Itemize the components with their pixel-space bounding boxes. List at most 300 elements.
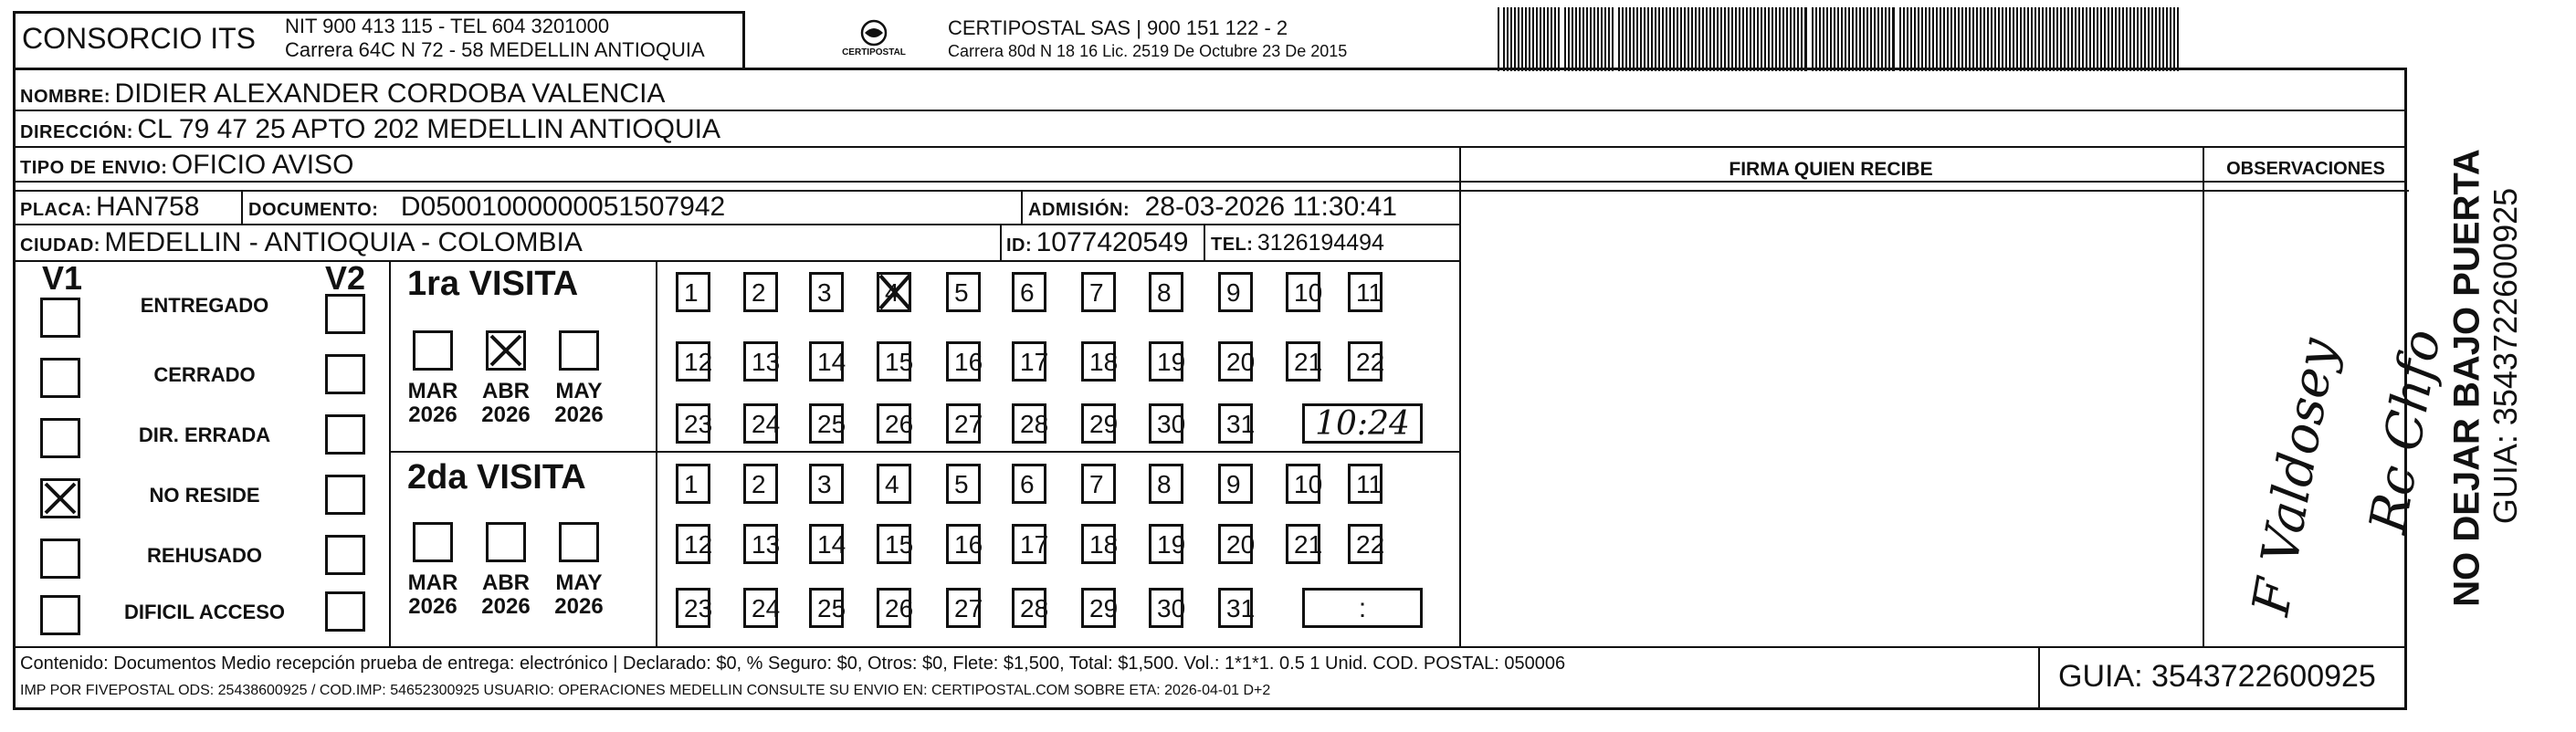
tipo-value: OFICIO AVISO <box>171 150 354 180</box>
day-box[interactable]: 17 <box>1012 524 1046 564</box>
month-checkbox[interactable] <box>413 330 453 371</box>
admision-label: ADMISIÓN: <box>1028 200 1130 220</box>
observacion-handwritten-1: F Valdosey <box>2241 334 2349 620</box>
barcode-bar <box>1518 7 1519 71</box>
barcode-bar <box>1666 7 1667 71</box>
barcode-bar <box>2173 7 2175 71</box>
day-box[interactable]: 14 <box>809 341 844 382</box>
barcode-bar <box>1564 7 1566 71</box>
v1-checkbox[interactable] <box>40 595 80 635</box>
barcode-bar <box>1925 7 1927 71</box>
barcode-bar <box>2119 7 2120 71</box>
id-field <box>1006 227 1188 258</box>
barcode-bar <box>1593 7 1595 71</box>
barcode-bar <box>1521 7 1523 71</box>
year-label: 2026 <box>554 403 604 427</box>
barcode-bar <box>2031 7 2033 71</box>
barcode-bar <box>2100 7 2102 71</box>
barcode-bar <box>1525 7 1527 71</box>
barcode-bar <box>2038 7 2040 71</box>
barcode-bar <box>1735 7 1737 71</box>
barcode-bar <box>1742 7 1744 71</box>
barcode-bar <box>1554 7 1556 71</box>
barcode-bar <box>1786 7 1788 71</box>
placa-value: HAN758 <box>96 192 200 222</box>
visit1-title: 1ra VISITA <box>407 265 579 303</box>
barcode-bar <box>1940 7 1941 71</box>
barcode-bar <box>1936 7 1938 71</box>
barcode-bar <box>2133 7 2135 71</box>
day-box[interactable]: 4 <box>877 464 911 504</box>
day-box[interactable]: 27 <box>946 588 981 628</box>
certipostal-address: Carrera 80d N 18 16 Lic. 2519 De Octubre 23 De 2015 <box>948 42 1348 60</box>
barcode-bar <box>1503 7 1505 71</box>
barcode-bar <box>1739 7 1740 71</box>
barcode-bar <box>1498 7 1499 71</box>
v2-label: V2 <box>325 259 366 297</box>
day-box[interactable]: 15 <box>877 341 911 382</box>
barcode-bar <box>1529 7 1530 71</box>
barcode-bar <box>2067 7 2069 71</box>
day-box[interactable]: 26 <box>877 588 911 628</box>
direccion-value: CL 79 47 25 APTO 202 MEDELLIN ANTIOQUIA <box>137 114 720 144</box>
observacion-handwritten-2: Rc Chfo <box>2358 325 2453 538</box>
barcode-bar <box>1826 7 1828 71</box>
v1-checkbox[interactable] <box>40 539 80 579</box>
barcode-bar <box>1859 7 1861 71</box>
barcode-bar <box>1507 7 1509 71</box>
placa-label: PLACA: <box>20 200 92 220</box>
barcode-bar <box>2111 7 2113 71</box>
day-box[interactable]: 10 <box>1286 272 1320 312</box>
barcode-bar <box>1572 7 1573 71</box>
day-box[interactable]: 22 <box>1348 524 1383 564</box>
day-box[interactable]: 16 <box>946 524 981 564</box>
barcode-bar <box>1731 7 1733 71</box>
barcode-bar <box>2009 7 2011 71</box>
day-box[interactable]: 7 <box>1081 272 1116 312</box>
day-box[interactable]: 3 <box>809 464 844 504</box>
day-box[interactable]: 8 <box>1149 272 1183 312</box>
barcode-bar <box>1750 7 1751 71</box>
barcode-bar <box>1547 7 1549 71</box>
barcode <box>1498 7 2182 71</box>
day-box[interactable]: 13 <box>743 341 778 382</box>
day-box[interactable]: 5 <box>946 464 981 504</box>
barcode-bar <box>2097 7 2098 71</box>
id-label: ID: <box>1006 235 1033 256</box>
barcode-bar <box>1932 7 1934 71</box>
day-box[interactable]: 31 <box>1218 588 1253 628</box>
visit-time-field[interactable]: 10:24 <box>1302 403 1423 444</box>
documento-label: DOCUMENTO: <box>248 200 379 220</box>
v1-label: V1 <box>42 259 83 297</box>
barcode-bar <box>1914 7 1916 71</box>
status-option-label: NO RESIDE <box>149 484 260 507</box>
barcode-bar <box>2035 7 2036 71</box>
month-checkbox[interactable] <box>486 522 526 562</box>
barcode-bar <box>2056 7 2058 71</box>
footer-guia: GUIA: 3543722600925 <box>2058 659 2376 694</box>
barcode-bar <box>2162 7 2164 71</box>
barcode-bar <box>1695 7 1697 71</box>
barcode-bar <box>1903 7 1905 71</box>
day-box[interactable]: 19 <box>1149 524 1183 564</box>
id-value: 1077420549 <box>1036 227 1189 257</box>
barcode-bar <box>1980 7 1982 71</box>
barcode-bar <box>1558 7 1560 71</box>
barcode-bar <box>2049 7 2051 71</box>
barcode-bar <box>1706 7 1708 71</box>
v2-checkbox[interactable] <box>325 535 365 575</box>
day-box[interactable]: 29 <box>1081 403 1116 444</box>
barcode-bar <box>2002 7 2003 71</box>
barcode-bar <box>1845 7 1846 71</box>
day-box[interactable]: 1 <box>676 272 710 312</box>
nombre-value: DIDIER ALEXANDER CORDOBA VALENCIA <box>114 78 666 109</box>
barcode-bar <box>1698 7 1700 71</box>
day-box[interactable]: 28 <box>1012 588 1046 628</box>
barcode-bar <box>2108 7 2109 71</box>
day-box[interactable]: 24 <box>743 588 778 628</box>
barcode-bar <box>1644 7 1645 71</box>
barcode-bar <box>2129 7 2131 71</box>
v2-checkbox[interactable] <box>325 414 365 455</box>
barcode-bar <box>1629 7 1631 71</box>
barcode-bar <box>1866 7 1868 71</box>
certipostal-info: CERTIPOSTAL SAS | 900 151 122 - 2 <box>948 16 1288 39</box>
year-label: 2026 <box>481 403 531 427</box>
barcode-bar <box>1568 7 1570 71</box>
barcode-bar <box>1812 7 1814 71</box>
v2-checkbox[interactable] <box>325 294 365 334</box>
barcode-bar <box>2016 7 2018 71</box>
barcode-bar <box>1779 7 1781 71</box>
year-label: 2026 <box>408 594 457 619</box>
barcode-bar <box>1575 7 1577 71</box>
barcode-bar <box>1772 7 1773 71</box>
barcode-bar <box>1510 7 1512 71</box>
barcode-bar <box>2005 7 2007 71</box>
barcode-bar <box>2155 7 2157 71</box>
barcode-bar <box>1514 7 1516 71</box>
day-box[interactable]: 23 <box>676 403 710 444</box>
barcode-bar <box>1658 7 1660 71</box>
day-box[interactable]: 9 <box>1218 464 1253 504</box>
tipo-row <box>20 150 353 181</box>
day-box[interactable]: 21 <box>1286 341 1320 382</box>
barcode-bar <box>2013 7 2014 71</box>
v1-checkbox[interactable] <box>40 358 80 398</box>
barcode-bar <box>1983 7 1985 71</box>
barcode-bar <box>2086 7 2087 71</box>
certipostal-logo-text: CERTIPOSTAL <box>842 47 906 58</box>
barcode-bar <box>1540 7 1541 71</box>
day-box[interactable]: 20 <box>1218 524 1253 564</box>
day-box[interactable]: 2 <box>743 464 778 504</box>
barcode-bar <box>1669 7 1671 71</box>
v2-checkbox[interactable] <box>325 354 365 394</box>
day-box[interactable]: 31 <box>1218 403 1253 444</box>
barcode-bar <box>1976 7 1978 71</box>
barcode-bar <box>1601 7 1603 71</box>
barcode-bar <box>1586 7 1588 71</box>
barcode-bar <box>1958 7 1960 71</box>
day-box[interactable]: 8 <box>1149 464 1183 504</box>
day-box[interactable]: 1 <box>676 464 710 504</box>
barcode-bar <box>1746 7 1748 71</box>
month-label: MAR <box>407 379 458 403</box>
barcode-bar <box>1969 7 1971 71</box>
day-box[interactable]: 11 <box>1348 464 1383 504</box>
month-checkbox[interactable] <box>486 330 526 371</box>
barcode-bar <box>1998 7 2000 71</box>
day-box[interactable]: 27 <box>946 403 981 444</box>
barcode-bar <box>2064 7 2066 71</box>
barcode-bar <box>1852 7 1854 71</box>
documento-field <box>248 192 725 223</box>
barcode-bar <box>2024 7 2025 71</box>
barcode-bar <box>1720 7 1722 71</box>
admision-field <box>1028 192 1397 223</box>
company-name: CONSORCIO ITS <box>22 22 257 55</box>
barcode-bar <box>2093 7 2095 71</box>
status-option-label: CERRADO <box>153 363 256 386</box>
barcode-bar <box>1837 7 1839 71</box>
visit-time-field[interactable]: : <box>1302 588 1423 628</box>
placa-field <box>20 192 199 223</box>
barcode-bar <box>1994 7 1996 71</box>
side-warning: NO DEJAR BAJO PUERTA <box>2446 149 2487 607</box>
barcode-bar <box>1881 7 1883 71</box>
day-box[interactable]: 30 <box>1149 403 1183 444</box>
barcode-bar <box>2159 7 2161 71</box>
barcode-bar <box>1768 7 1770 71</box>
barcode-bar <box>1680 7 1682 71</box>
day-box[interactable]: 7 <box>1081 464 1116 504</box>
month-label: MAY <box>555 570 603 595</box>
footer-imp: IMP POR FIVEPOSTAL ODS: 25438600925 / COD.IMP: 54652300925 USUARIO: OPERACIONES MEDELLIN CONSULTE SU ENVIO EN: CERTIPOSTAL.COM SOBRE ETA: 2026-04-01 D+2 <box>20 683 1271 698</box>
barcode-bar <box>1815 7 1817 71</box>
day-box[interactable]: 4 <box>877 272 911 312</box>
barcode-bar <box>1877 7 1879 71</box>
company-nit: NIT 900 413 115 - TEL 604 3201000 <box>285 15 610 37</box>
day-box[interactable]: 2 <box>743 272 778 312</box>
barcode-bar <box>1709 7 1711 71</box>
day-box[interactable]: 6 <box>1012 464 1046 504</box>
footer-contenido: Contenido: Documentos Medio recepción prueba de entrega: electrónico | Declarado: $0, % Seguro: $0, Otros: $0, Flete: $1,500, Total: $1,500. Vol.: 1*1*1. 0.5 1 Unid. COD. POSTAL: 050006 <box>20 654 1566 674</box>
barcode-bar <box>1947 7 1949 71</box>
barcode-bar <box>1830 7 1832 71</box>
year-label: 2026 <box>481 594 531 619</box>
day-box[interactable]: 25 <box>809 588 844 628</box>
month-checkbox[interactable] <box>559 522 599 562</box>
barcode-bar <box>2166 7 2168 71</box>
nombre-label: NOMBRE: <box>20 87 111 107</box>
barcode-bar <box>1804 7 1807 71</box>
nombre-row <box>20 78 665 110</box>
month-label: MAR <box>407 570 458 595</box>
day-box[interactable]: 21 <box>1286 524 1320 564</box>
barcode-bar <box>1775 7 1777 71</box>
day-box[interactable]: 22 <box>1348 341 1383 382</box>
barcode-bar <box>1834 7 1835 71</box>
documento-value: D05001000000051507942 <box>400 192 726 222</box>
barcode-bar <box>2104 7 2106 71</box>
barcode-bar <box>2115 7 2117 71</box>
barcode-bar <box>1972 7 1974 71</box>
certipostal-logo <box>833 16 915 64</box>
barcode-bar <box>2177 7 2179 71</box>
barcode-bar <box>1987 7 1989 71</box>
day-box[interactable]: 20 <box>1218 341 1253 382</box>
day-box[interactable]: 18 <box>1081 341 1116 382</box>
day-box[interactable]: 16 <box>946 341 981 382</box>
barcode-bar <box>1782 7 1784 71</box>
barcode-bar <box>1790 7 1792 71</box>
barcode-bar <box>2027 7 2029 71</box>
day-box[interactable]: 26 <box>877 403 911 444</box>
day-box[interactable]: 6 <box>1012 272 1046 312</box>
month-checkbox[interactable] <box>559 330 599 371</box>
v2-checkbox[interactable] <box>325 475 365 515</box>
day-box[interactable]: 13 <box>743 524 778 564</box>
day-box[interactable]: 18 <box>1081 524 1116 564</box>
firma-header: FIRMA QUIEN RECIBE <box>1729 159 1933 180</box>
year-label: 2026 <box>554 594 604 619</box>
month-label: MAY <box>555 379 603 403</box>
barcode-bar <box>1899 7 1901 71</box>
direccion-label: DIRECCIÓN: <box>20 122 133 142</box>
day-box[interactable]: 23 <box>676 588 710 628</box>
barcode-bar <box>1724 7 1726 71</box>
v1-checkbox[interactable] <box>40 418 80 458</box>
day-check-mark <box>878 274 911 315</box>
barcode-bar <box>2151 7 2153 71</box>
barcode-bar <box>1950 7 1952 71</box>
barcode-bar <box>2148 7 2150 71</box>
barcode-bar <box>1536 7 1538 71</box>
barcode-bar <box>1929 7 1930 71</box>
direccion-row <box>20 114 720 145</box>
barcode-bar <box>1579 7 1581 71</box>
barcode-bar <box>1848 7 1850 71</box>
barcode-bar <box>1870 7 1872 71</box>
day-box[interactable]: 30 <box>1149 588 1183 628</box>
barcode-bar <box>1532 7 1534 71</box>
day-box[interactable]: 9 <box>1218 272 1253 312</box>
barcode-bar <box>2140 7 2142 71</box>
barcode-bar <box>2071 7 2073 71</box>
barcode-bar <box>1640 7 1642 71</box>
barcode-bar <box>1590 7 1592 71</box>
barcode-bar <box>1604 7 1606 71</box>
barcode-bar <box>1761 7 1762 71</box>
barcode-bar <box>1618 7 1620 71</box>
day-box[interactable]: 11 <box>1348 272 1383 312</box>
day-box[interactable]: 15 <box>877 524 911 564</box>
month-label: ABR <box>482 379 530 403</box>
v1-checkbox[interactable] <box>40 478 80 518</box>
status-option-label: DIR. ERRADA <box>138 424 271 446</box>
barcode-bar <box>1764 7 1766 71</box>
barcode-bar <box>2170 7 2171 71</box>
barcode-bar <box>1655 7 1656 71</box>
day-box[interactable]: 17 <box>1012 341 1046 382</box>
barcode-bar <box>1888 7 1890 71</box>
admision-value: 28-03-2026 11:30:41 <box>1144 192 1397 222</box>
barcode-bar <box>1943 7 1945 71</box>
barcode-bar <box>1691 7 1693 71</box>
day-box[interactable]: 10 <box>1286 464 1320 504</box>
day-box[interactable]: 25 <box>809 403 844 444</box>
tel-field <box>1211 230 1384 256</box>
barcode-bar <box>1702 7 1704 71</box>
barcode-bar <box>2042 7 2044 71</box>
barcode-bar <box>1597 7 1599 71</box>
barcode-bar <box>2089 7 2091 71</box>
barcode-bar <box>1793 7 1795 71</box>
side-guia: GUIA: 3543722600925 <box>2487 187 2524 525</box>
day-box[interactable]: 3 <box>809 272 844 312</box>
barcode-bar <box>1797 7 1799 71</box>
barcode-bar <box>1633 7 1635 71</box>
barcode-bar <box>1608 7 1610 71</box>
barcode-bar <box>1673 7 1675 71</box>
barcode-bar <box>2078 7 2080 71</box>
month-checkbox[interactable] <box>413 522 453 562</box>
status-option-label: DIFICIL ACCESO <box>123 601 285 623</box>
status-option-label: ENTREGADO <box>140 294 269 317</box>
visit2-title: 2da VISITA <box>407 458 586 497</box>
day-box[interactable]: 28 <box>1012 403 1046 444</box>
v2-checkbox[interactable] <box>325 591 365 632</box>
barcode-bar <box>2137 7 2139 71</box>
barcode-bar <box>1892 7 1895 71</box>
barcode-bar <box>1874 7 1876 71</box>
barcode-bar <box>1965 7 1967 71</box>
day-box[interactable]: 24 <box>743 403 778 444</box>
ciudad-label: CIUDAD: <box>20 235 100 256</box>
barcode-bar <box>1753 7 1755 71</box>
day-box[interactable]: 29 <box>1081 588 1116 628</box>
month-label: ABR <box>482 570 530 595</box>
barcode-bar <box>1863 7 1865 71</box>
barcode-bar <box>1841 7 1843 71</box>
barcode-bar <box>2045 7 2047 71</box>
barcode-bar <box>1647 7 1649 71</box>
barcode-bar <box>2082 7 2084 71</box>
barcode-bar <box>1636 7 1638 71</box>
barcode-bar <box>1921 7 1923 71</box>
barcode-bar <box>1885 7 1887 71</box>
barcode-bar <box>2126 7 2128 71</box>
v1-checkbox[interactable] <box>40 298 80 338</box>
day-box[interactable]: 5 <box>946 272 981 312</box>
barcode-bar <box>1651 7 1653 71</box>
barcode-bar <box>1856 7 1857 71</box>
day-box[interactable]: 12 <box>676 524 710 564</box>
barcode-bar <box>1662 7 1664 71</box>
observaciones-header: OBSERVACIONES <box>2226 159 2385 179</box>
barcode-bar <box>1918 7 1919 71</box>
barcode-bar <box>1910 7 1912 71</box>
day-box[interactable]: 14 <box>809 524 844 564</box>
day-box[interactable]: 12 <box>676 341 710 382</box>
barcode-bar <box>1612 7 1614 71</box>
day-box[interactable]: 19 <box>1149 341 1183 382</box>
barcode-bar <box>2075 7 2077 71</box>
